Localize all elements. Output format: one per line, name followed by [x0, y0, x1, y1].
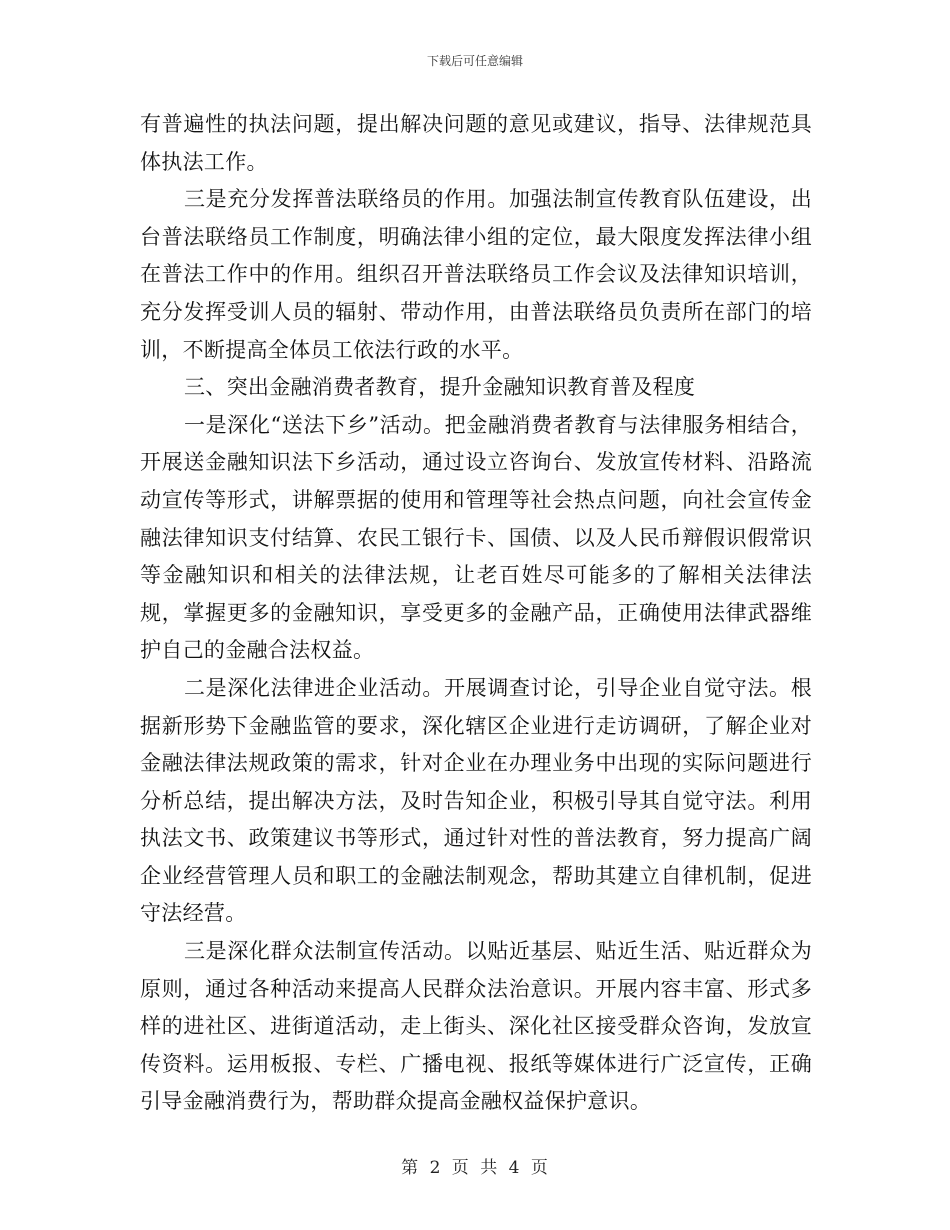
paragraph-point-three: 三是充分发挥普法联络员的作用。加强法制宣传教育队伍建设，出台普法联络员工作制度，明确法律小组的定位，最大限度发挥法律小组在普法工作中的作用。组织召开普法联络员工作会议及法律知识培训，充分发挥受训人员的辐射、带动作用，由普法联络员负责所在部门的培训，不断提高全体员工依法行政的水平。 — [140, 187, 812, 362]
footer-current-page: 2 — [429, 1158, 442, 1178]
footer-label-total: 共 — [480, 1158, 499, 1178]
footer-label-page: 第 — [401, 1158, 420, 1178]
document-body — [140, 106, 812, 1121]
footer-label-total-unit: 页 — [530, 1158, 549, 1178]
paragraph-continuation: 有普遍性的执法问题，提出解决问题的意见或建议，指导、法律规范具体执法工作。 — [140, 112, 812, 174]
footer-total-pages: 4 — [508, 1158, 521, 1178]
footer-label-page-unit: 页 — [451, 1158, 470, 1178]
page-header-note: 下载后可任意编辑 — [426, 54, 523, 68]
paragraph-point-two: 二是深化法律进企业活动。开展调查讨论，引导企业自觉守法。根据新形势下金融监管的要求，深化辖区企业进行走访调研，了解企业对金融法律法规政策的需求，针对企业在办理业务中出现的实际问题进行分析总结，提出解决方法，及时告知企业，积极引导其自觉守法。利用执法文书、政策建议书等形式，通过针对性的普法教育，努力提高广阔企业经营管理人员和职工的金融法制观念，帮助其建立自律机制，促进守法经营。 — [140, 675, 812, 926]
paragraph-point-one: 一是深化“送法下乡”活动。把金融消费者教育与法律服务相结合，开展送金融知识法下乡活动，通过设立咨询台、发放宣传材料、沿路流动宣传等形式，讲解票据的使用和管理等社会热点问题，向社会宣传金融法律知识支付结算、农民工银行卡、国债、以及人民币辩假识假常识等金融知识和相关的法律法规，让老百姓尽可能多的了解相关法律法规，掌握更多的金融知识，享受更多的金融产品，正确使用法律武器维护自己的金融合法权益。 — [140, 412, 812, 663]
page-footer — [0, 1153, 950, 1178]
paragraph-point-three-b: 三是深化群众法制宣传活动。以贴近基层、贴近生活、贴近群众为原则，通过各种活动来提高人民群众法治意识。开展内容丰富、形式多样的进社区、进街道活动，走上街头、深化社区接受群众咨询，发放宣传资料。运用板报、专栏、广播电视、报纸等媒体进行广泛宣传，正确引导金融消费行为，帮助群众提高金融权益保护意识。 — [140, 939, 812, 1114]
section-heading-three: 三、突出金融消费者教育，提升金融知识教育普及程度 — [184, 375, 696, 400]
